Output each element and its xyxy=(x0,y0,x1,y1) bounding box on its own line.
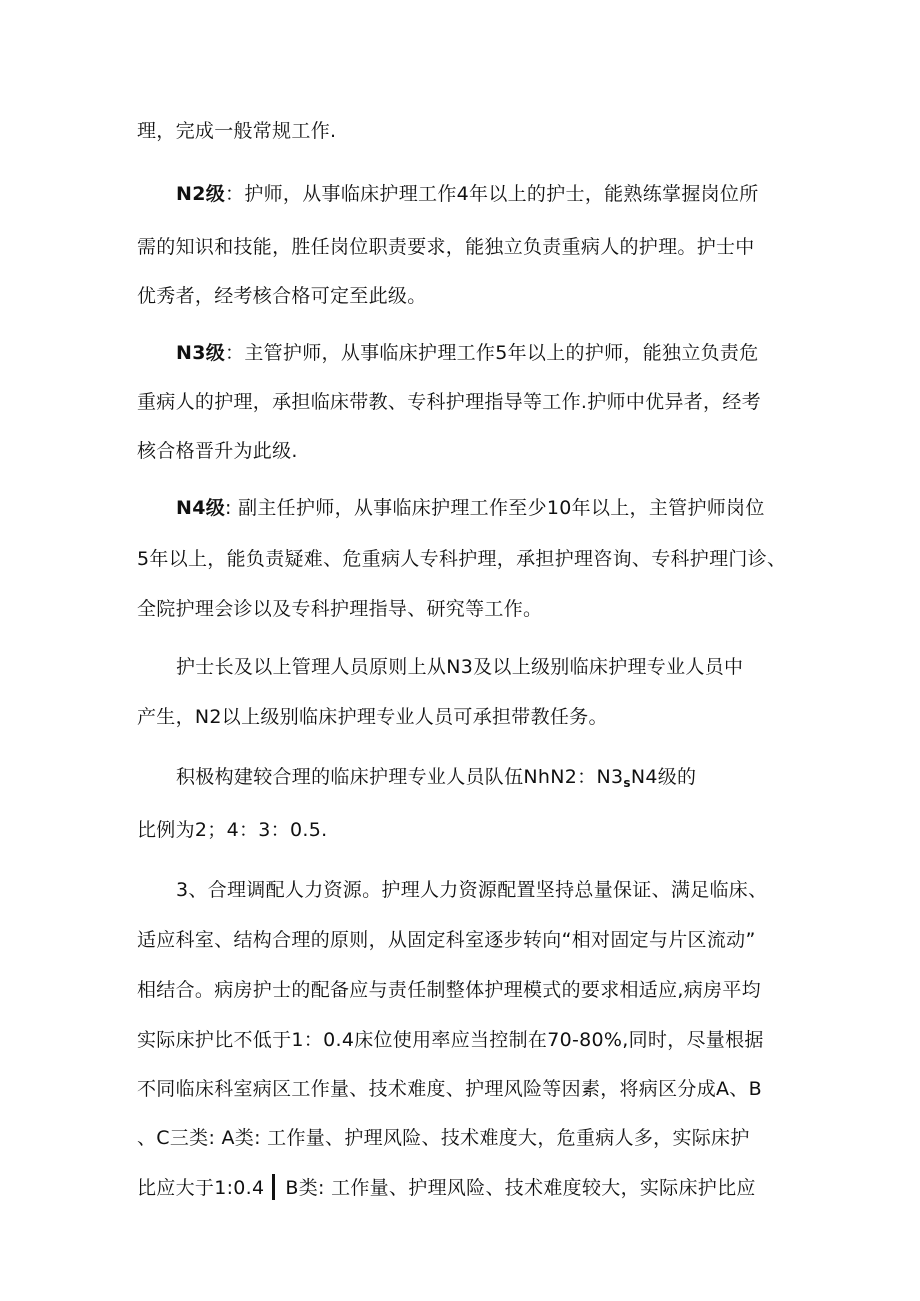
paragraph-n3-line xyxy=(176,340,759,366)
text-line: 相结合。病房护士的配备应与责任制整体护理模式的要求相适应,病房平均 xyxy=(137,979,761,1001)
vertical-bar-mark xyxy=(272,1174,275,1200)
text-span: : 副主任护师，从事临床护理工作至少10年以上，主管护师岗位 xyxy=(225,497,765,519)
text-line xyxy=(137,1174,756,1201)
text-line: 不同临床科室病区工作量、技术难度、护理风险等因素，将病区分成A、B xyxy=(137,1078,762,1100)
text-line: 3、合理调配人力资源。护理人力资源配置坚持总量保证、满足临床、 xyxy=(176,879,768,901)
text-line: 全院护理会诊以及专科护理指导、研究等工作。 xyxy=(137,598,543,620)
text-line: 实际床护比不低于1：0.4床位使用率应当控制在70-80%,同时，尽量根据 xyxy=(137,1029,764,1051)
text-line: 护士长及以上管理人员原则上从N3及以上级别临床护理专业人员中 xyxy=(176,656,744,678)
text-line: 重病人的护理，承担临床带教、专科护理指导等工作.护师中优异者，经考 xyxy=(137,391,761,413)
text-line: 产生，N2以上级别临床护理专业人员可承担带教任务。 xyxy=(137,706,608,728)
text-line: 5年以上，能负责疑难、危重病人专科护理，承担护理咨询、专科护理门诊、 xyxy=(137,548,787,570)
paragraph-n2-line xyxy=(176,181,759,207)
level-heading-n3: N3级 xyxy=(176,342,226,364)
level-heading-n4: N4级 xyxy=(176,497,226,519)
text-span: ：护师，从事临床护理工作4年以上的护士，能熟练掌握岗位所 xyxy=(225,183,759,205)
ratio-line xyxy=(176,764,696,796)
text-line: 理，完成一般常规工作. xyxy=(137,120,337,142)
text-span: 积极构建较合理的临床护理专业人员队伍NhN2：N3 xyxy=(176,766,624,788)
text-line: 比例为2；4：3：0.5. xyxy=(137,819,328,841)
text-line: 、C三类: A类: 工作量、护理风险、技术难度大，危重病人多，实际床护 xyxy=(137,1127,750,1149)
text-span: N4级的 xyxy=(630,766,697,788)
text-line: 需的知识和技能，胜任岗位职责要求，能独立负责重病人的护理。护士中 xyxy=(137,236,755,258)
text-line: 核合格晋升为此级. xyxy=(137,440,298,462)
level-heading-n2: N2级 xyxy=(176,183,226,205)
text-line: 适应科室、结构合理的原则，从固定科室逐步转向“相对固定与片区流动” xyxy=(137,929,756,951)
text-line: 优秀者，经考核合格可定至此级。 xyxy=(137,285,427,307)
subscript: s xyxy=(623,776,631,790)
paragraph-n4-line xyxy=(176,495,765,521)
text-span: ：主管护师，从事临床护理工作5年以上的护师，能独立负责危 xyxy=(225,342,759,364)
text-span: B类: 工作量、护理风险、技术难度较大，实际床护比应 xyxy=(285,1177,756,1199)
text-span: 比应大于1:0.4 xyxy=(137,1177,265,1199)
